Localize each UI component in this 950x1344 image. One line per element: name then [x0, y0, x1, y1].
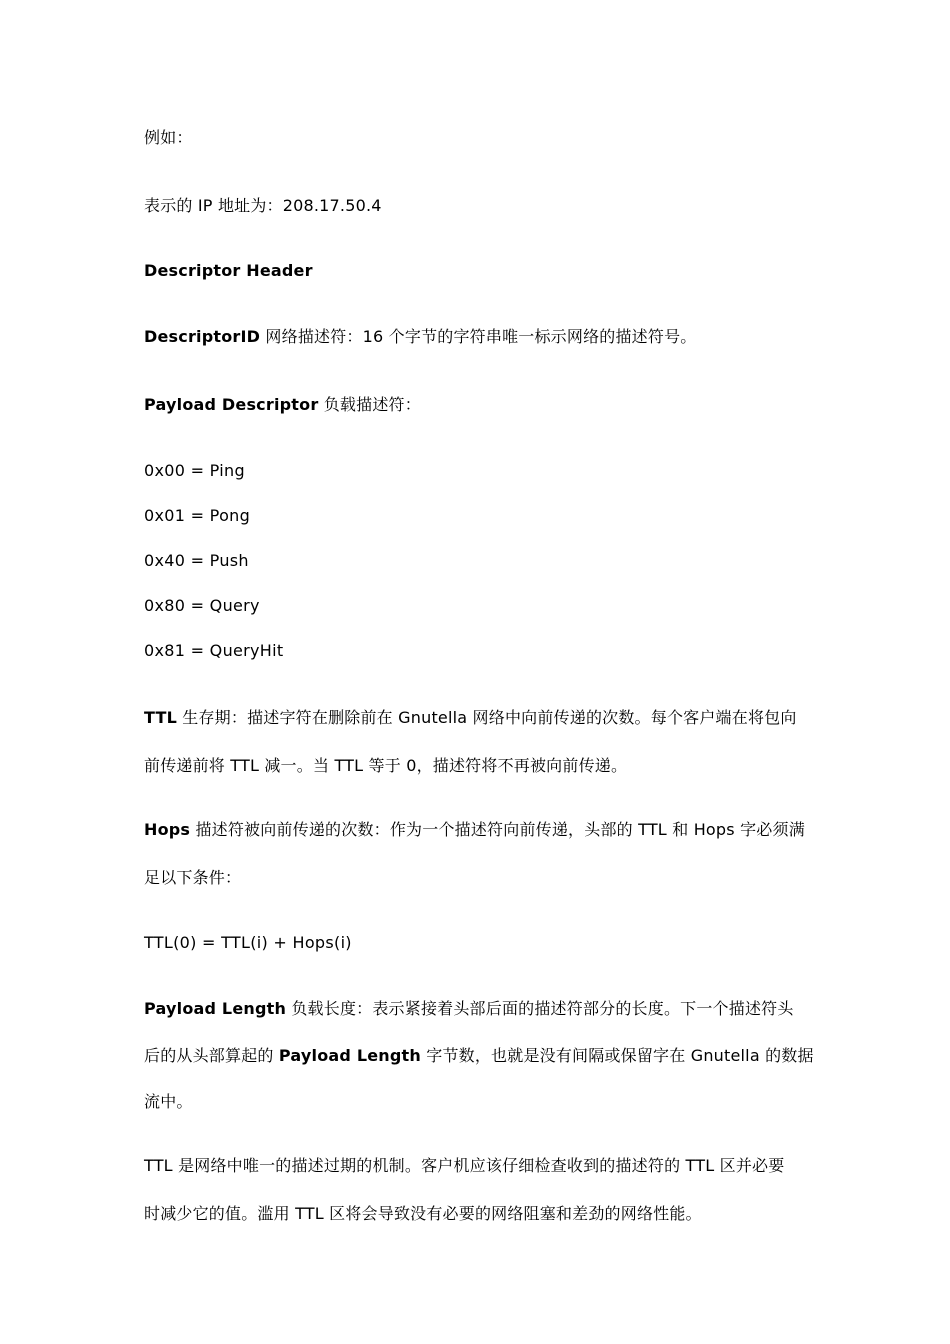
- descriptor-header-title: Descriptor Header: [144, 261, 313, 280]
- payload-descriptor-text: 负载描述符：: [318, 395, 421, 414]
- example-label: 例如：: [144, 128, 193, 147]
- descriptor-id-term: DescriptorID: [144, 327, 261, 346]
- code-item: 0x00 = Ping: [144, 461, 245, 480]
- ttl-formula: TTL(0) = TTL(i) + Hops(i): [144, 933, 352, 952]
- hops-paragraph-line1: [144, 820, 805, 840]
- payload-length-text-line3: 流中。: [144, 1092, 193, 1111]
- payload-descriptor-term: Payload Descriptor: [144, 395, 319, 414]
- hops-text-line1: 描述符被向前传递的次数：作为一个描述符向前传递，头部的 TTL 和 Hops 字必须满: [190, 820, 805, 839]
- ttl-note-line1: TTL 是网络中唯一的描述过期的机制。客户机应该仔细检查收到的描述符的 TTL 区并必要: [144, 1156, 785, 1175]
- payload-length-paragraph-line1: [144, 999, 794, 1019]
- payload-length-text-post: 字节数，也就是没有间隔或保留字在 Gnutella 的数据: [420, 1046, 814, 1065]
- payload-length-text-pre: 后的从头部算起的: [144, 1046, 279, 1065]
- hops-term: Hops: [144, 820, 191, 839]
- payload-length-term: Payload Length: [144, 999, 287, 1018]
- ttl-paragraph-line1: [144, 708, 797, 728]
- descriptor-id-text: 网络描述符：16 个字节的字符串唯一标示网络的描述符号。: [260, 327, 697, 346]
- ttl-text-line1: 生存期：描述字符在删除前在 Gnutella 网络中向前传递的次数。每个客户端在将包向: [177, 708, 797, 727]
- code-item: 0x01 = Pong: [144, 506, 251, 525]
- ttl-text-line2: 前传递前将 TTL 减一。当 TTL 等于 0，描述符将不再被向前传递。: [144, 756, 628, 775]
- code-item: 0x40 = Push: [144, 551, 249, 570]
- payload-length-inline-term: Payload Length: [278, 1046, 421, 1065]
- payload-length-text-line1: 负载长度：表示紧接着头部后面的描述符部分的长度。下一个描述符头: [286, 999, 794, 1018]
- ttl-note-line2: 时减少它的值。滥用 TTL 区将会导致没有必要的网络阻塞和差劲的网络性能。: [144, 1204, 702, 1223]
- ip-address-line: 表示的 IP 地址为：208.17.50.4: [144, 196, 382, 215]
- descriptor-id-paragraph: [144, 327, 696, 347]
- payload-descriptor-paragraph: [144, 395, 421, 415]
- payload-length-paragraph-line2: [144, 1046, 814, 1066]
- code-item: 0x81 = QueryHit: [144, 641, 284, 660]
- code-item: 0x80 = Query: [144, 596, 260, 615]
- ttl-term: TTL: [144, 708, 177, 727]
- hops-text-line2: 足以下条件：: [144, 868, 242, 887]
